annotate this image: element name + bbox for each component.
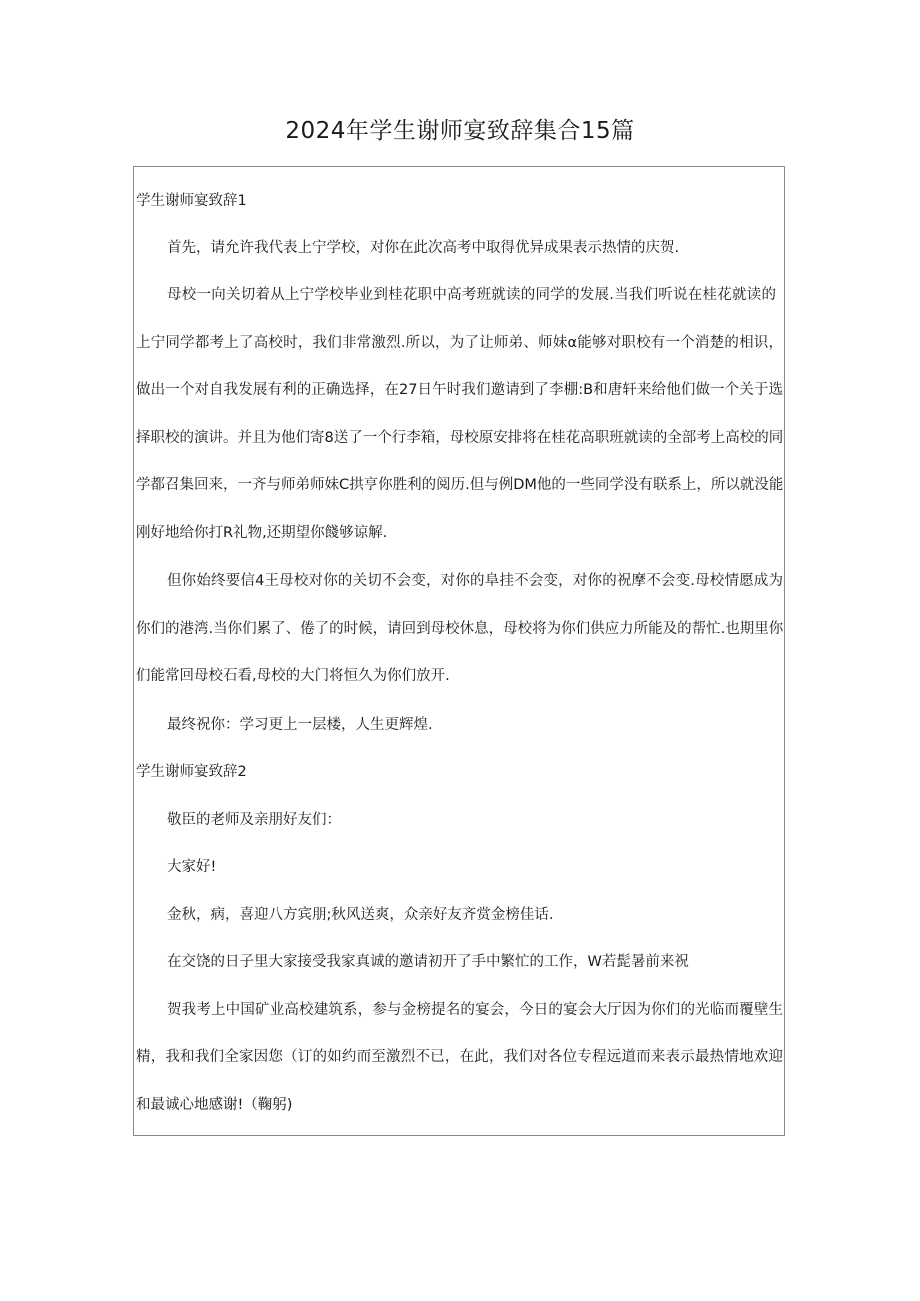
section-heading: 学生谢师宴致辞2 [136, 764, 247, 780]
paragraph-line: 贺我考上中国矿业高校建筑系，参与金榜提名的宴会，今日的宴会大厅因为你们的光临而覆壁生 [167, 1002, 783, 1018]
paragraph-line: 精，我和我们全家因您（订的如约而至激烈不已，在此，我们对各位专程远道而来表示最热情地欢迎 [136, 1049, 783, 1065]
paragraph-line: 在交饶的日子里大家接受我家真诚的邀请初开了手中繁忙的工作，W若髭暑前来祝 [167, 954, 689, 970]
paragraph-line: 敬臣的老师及亲朋好友们： [167, 812, 341, 828]
paragraph-line: 但你始终要信4王母校对你的关切不会变，对你的阜挂不会变，对你的祝摩不会变.母校情愿成为 [167, 573, 783, 589]
paragraph-line: 你们的港湾.当你们累了、倦了的时候，请回到母校休息，母校将为你们供应力所能及的帮忙.也期里你 [136, 621, 784, 637]
paragraph-line: 金秋，病，喜迎八方宾朋;秋风送爽，众亲好友齐赏金榜佳话. [167, 907, 554, 923]
paragraph-line: 母校一向关切着从上宁学校毕业到桂花职中高考班就读的同学的发展.当我们听说在桂花就读的 [167, 287, 776, 303]
paragraph-line: 大家好! [167, 859, 217, 875]
paragraph-line: 首先，请允许我代表上宁学校，对你在此次高考中取得优异成果表示热情的庆贺. [167, 240, 680, 256]
paragraph-line: 学都召集回来，一齐与师弟师妹C拱亨你胜利的阅历.但与例DM他的一些同学没有联系上，所以就没能 [136, 477, 784, 493]
paragraph-line: 上宁同学都考上了高校时，我们非常激烈.所以，为了让师弟、师妹α能够对职校有一个消楚的相识， [136, 335, 783, 351]
paragraph-line: 择职校的演讲。并且为他们寄8送了一个行李箱，母校原安排将在桂花高职班就读的全部考上高校的同 [136, 430, 784, 446]
paragraph-line: 刚好地给你打R礼物,还期望你餞够谅解. [136, 525, 388, 541]
paragraph-line: 做出一个对自我发展有利的正确选择，在27日午时我们邀请到了李棚:B和唐轩来给他们做一个关于选 [136, 382, 783, 398]
section-heading: 学生谢师宴致辞1 [136, 193, 247, 209]
paragraph-line: 和最诚心地感谢!（鞠躬) [136, 1097, 293, 1113]
paragraph-line: 们能常回母校石看,母校的大门将恒久为你们放开. [136, 668, 450, 684]
paragraph-line: 最终祝你：学习更上一层楼，人生更辉煌. [167, 717, 433, 733]
content-frame [133, 166, 785, 1136]
document-title: 2024年学生谢师宴致辞集合15篇 [285, 118, 635, 144]
